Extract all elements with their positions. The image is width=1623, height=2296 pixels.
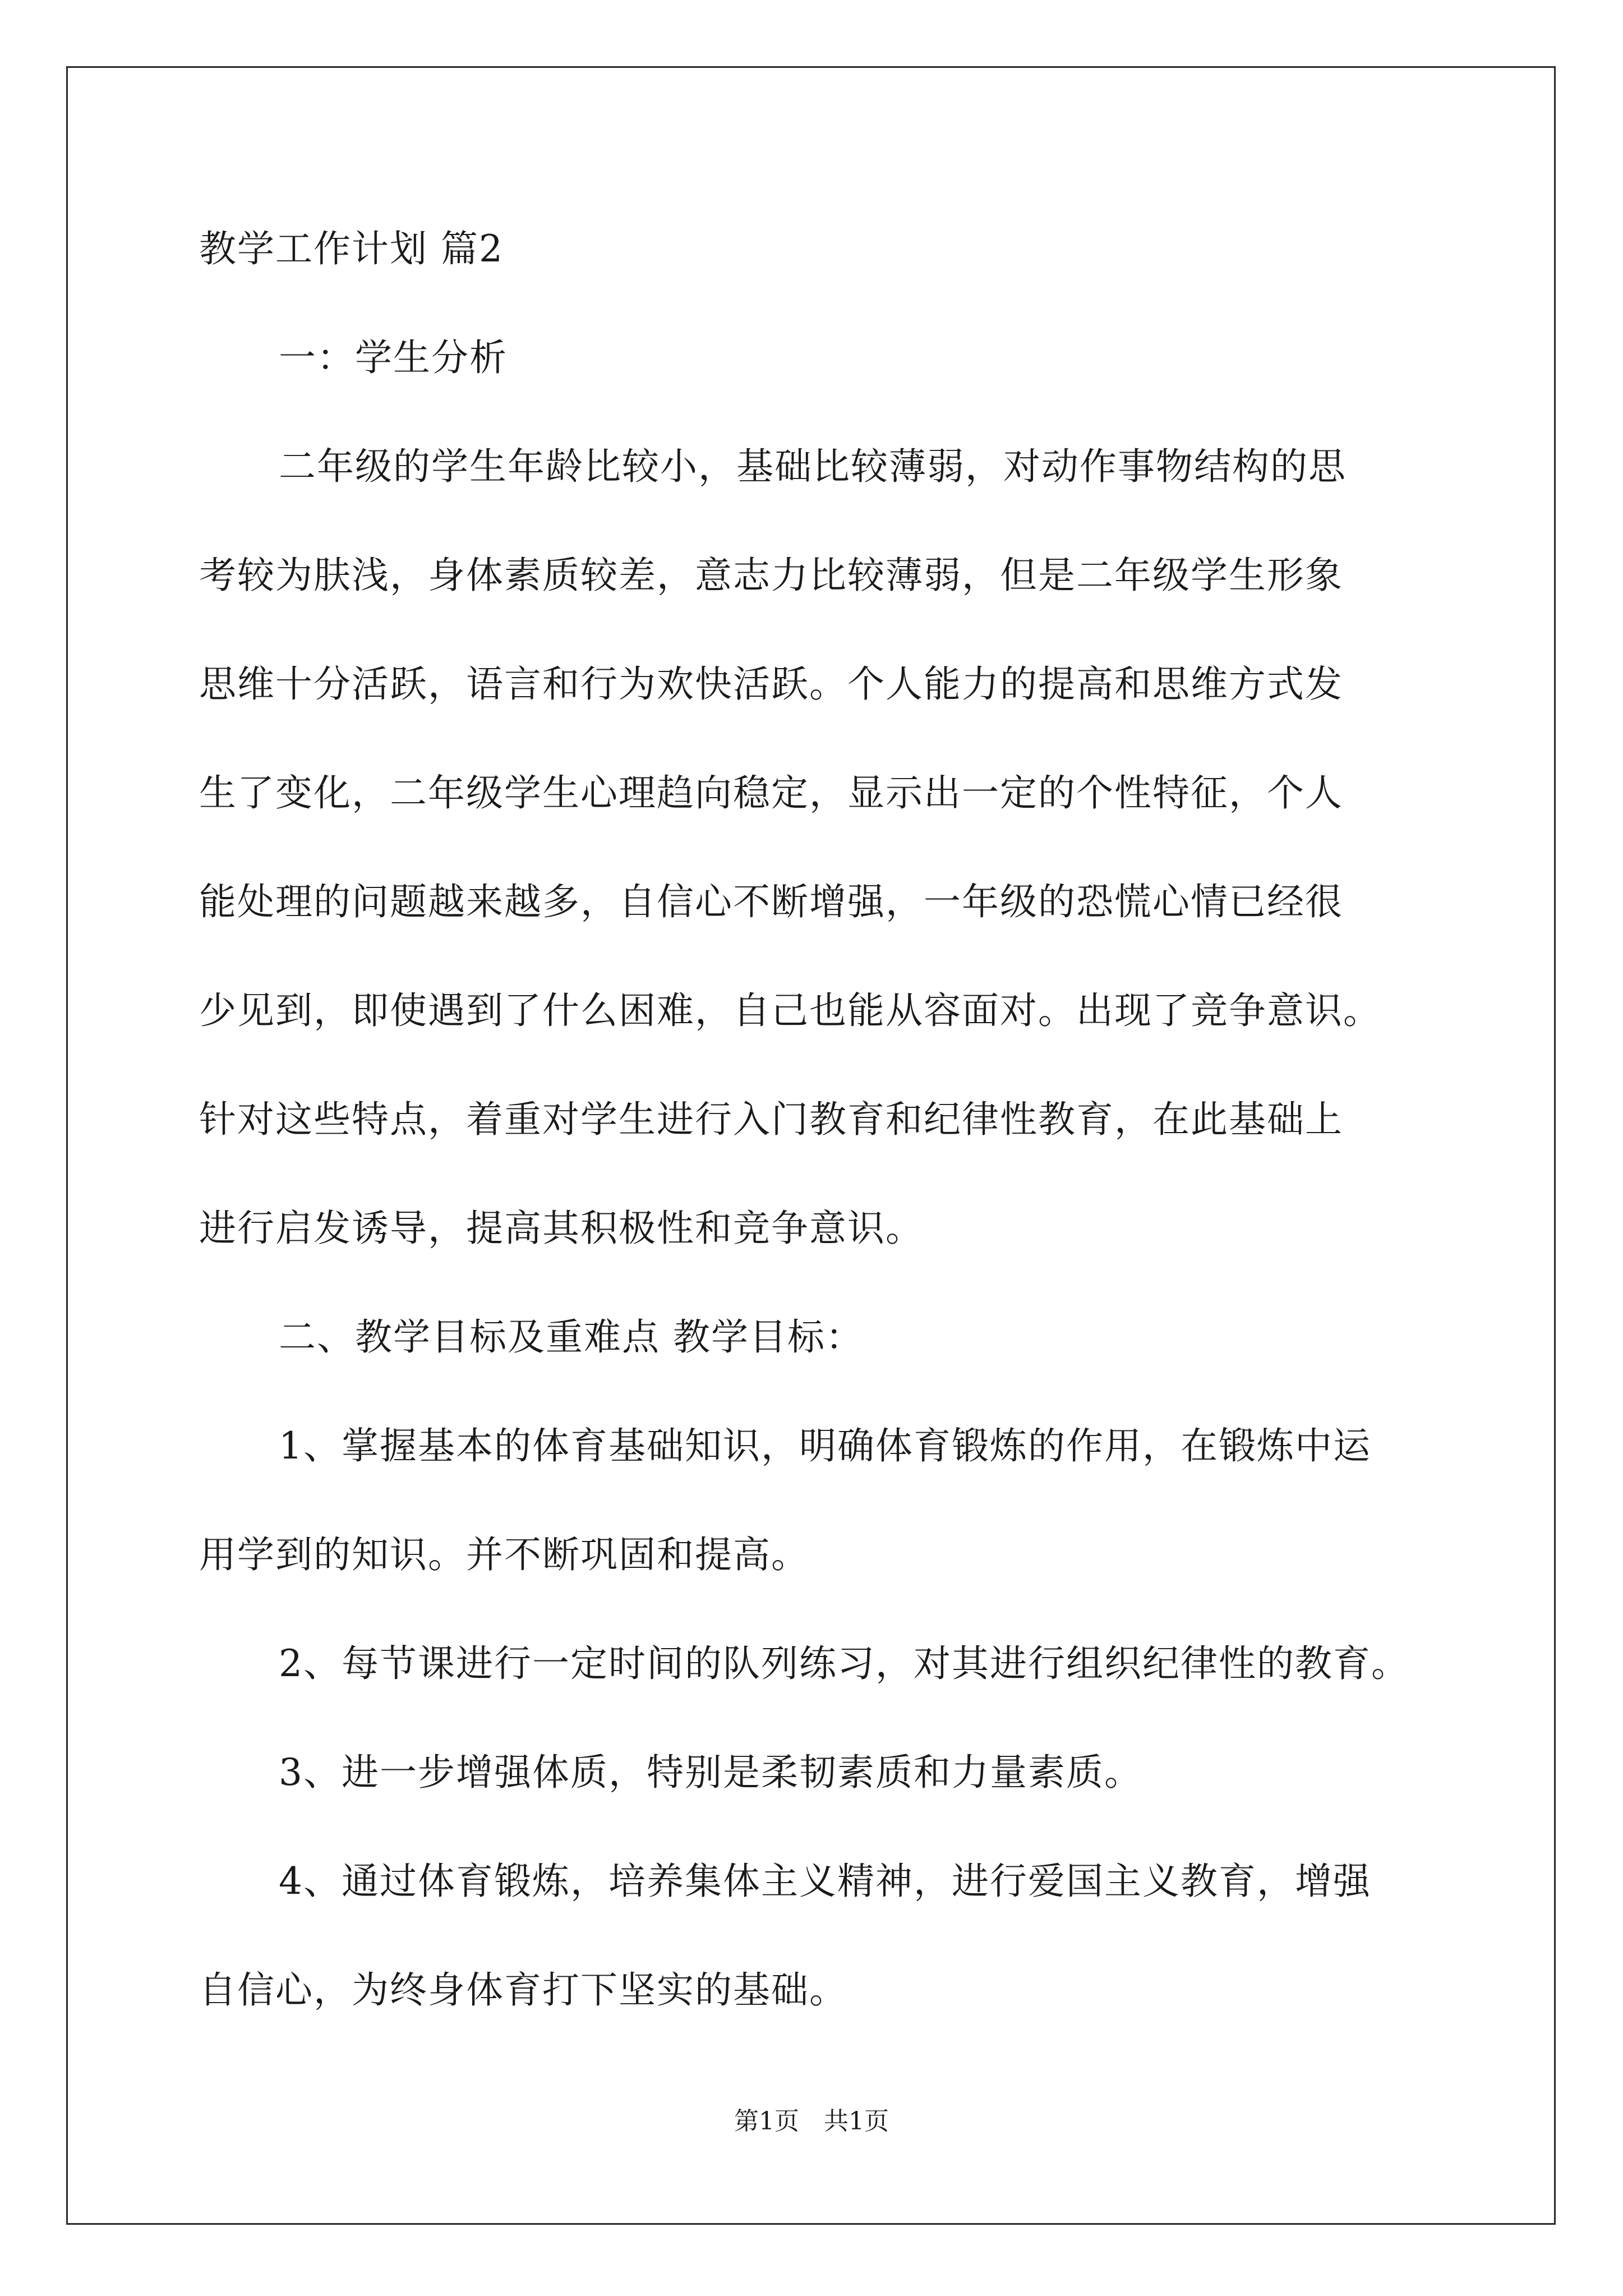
list-item-line: 1、掌握基本的体育基础知识，明确体育锻炼的作用，在锻炼中运 bbox=[279, 1424, 1371, 1467]
list-item-line: 2、每节课进行一定时间的队列练习，对其进行组织纪律性的教育。 bbox=[279, 1642, 1409, 1685]
section-heading-student-analysis: 一：学生分析 bbox=[279, 336, 508, 379]
paragraph-line: 二年级的学生年龄比较小，基础比较薄弱，对动作事物结构的思 bbox=[279, 445, 1347, 488]
list-item-line: 自信心，为终身体育打下坚实的基础。 bbox=[199, 1968, 847, 2012]
paragraph-line: 生了变化，二年级学生心理趋向稳定，显示出一定的个性特征，个人 bbox=[199, 771, 1343, 815]
paragraph-line: 少见到，即使遇到了什么困难，自己也能从容面对。出现了竞争意识。 bbox=[199, 989, 1381, 1032]
section-heading-teaching-goals: 二、教学目标及重难点 教学目标： bbox=[279, 1315, 864, 1359]
paragraph-line: 进行启发诱导，提高其积极性和竞争意识。 bbox=[199, 1207, 924, 1250]
list-item-line: 4、通过体育锻炼，培养集体主义精神，进行爱国主义教育，增强 bbox=[279, 1860, 1371, 1903]
page-number-footer: 第1页 共1页 bbox=[734, 2107, 889, 2136]
document-title: 教学工作计划 篇2 bbox=[199, 227, 504, 270]
paragraph-line: 思维十分活跃，语言和行为欢快活跃。个人能力的提高和思维方式发 bbox=[199, 662, 1343, 706]
paragraph-line: 考较为肤浅，身体素质较差，意志力比较薄弱，但是二年级学生形象 bbox=[199, 554, 1343, 597]
list-item-line: 用学到的知识。并不断巩固和提高。 bbox=[199, 1533, 809, 1576]
paragraph-line: 针对这些特点，着重对学生进行入门教育和纪律性教育，在此基础上 bbox=[199, 1098, 1343, 1141]
paragraph-line: 能处理的问题越来越多，自信心不断增强，一年级的恐慌心情已经很 bbox=[199, 880, 1343, 923]
list-item-line: 3、进一步增强体质，特别是柔韧素质和力量素质。 bbox=[279, 1751, 1142, 1794]
